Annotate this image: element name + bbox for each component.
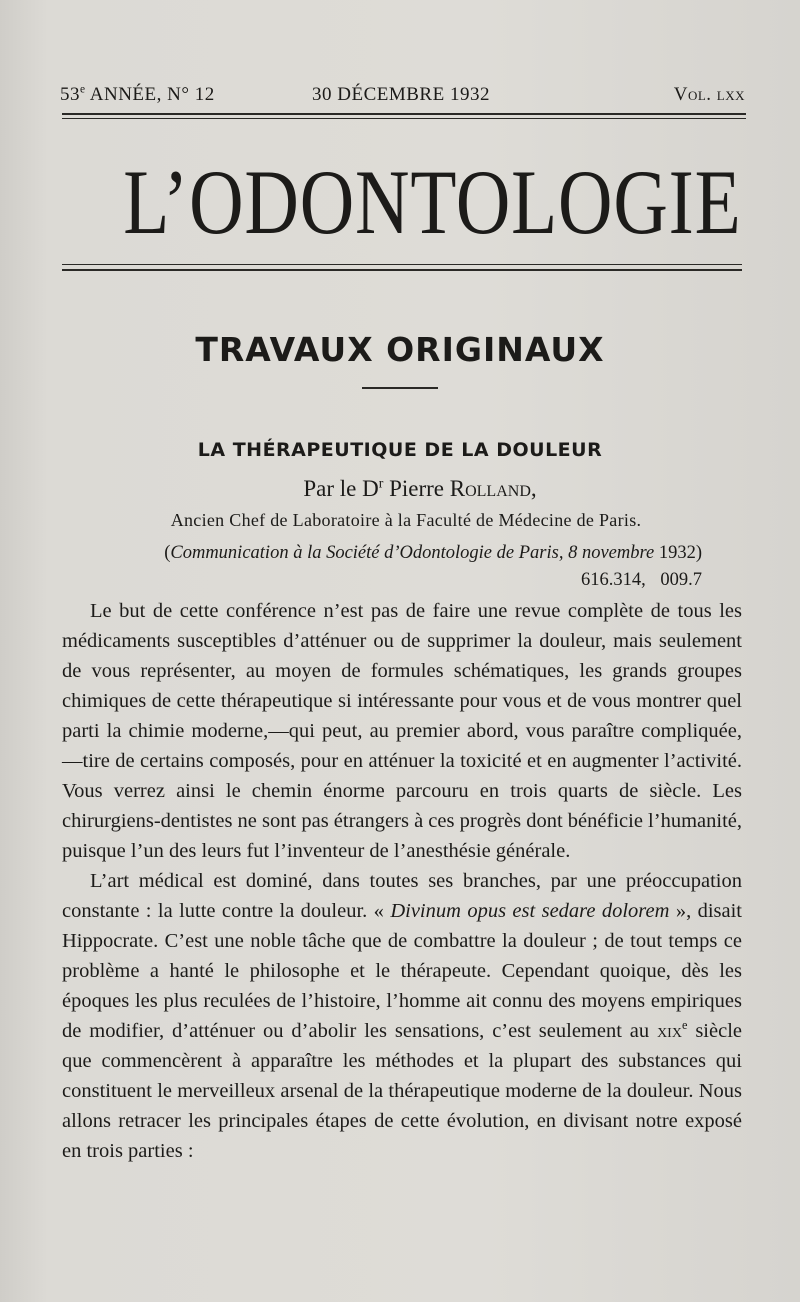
communication-note: (Communication à la Société d’Odontologie de Paris, 8 novembre 1932): [164, 543, 702, 563]
issue-date: 30 DÉCEMBRE 1932: [312, 84, 490, 105]
journal-title: L’ODONTOLOGIE: [123, 151, 742, 253]
article-body: [62, 596, 742, 1166]
author-affiliation: Ancien Chef de Laboratoire à la Faculté de Médecine de Paris.: [170, 510, 642, 530]
volume-number: Vol. lxx: [673, 84, 745, 105]
title-rule-bottom: [62, 269, 742, 271]
paragraph-1: Le but de cette conférence n’est pas de faire une revue complète de tous les médicaments susceptibles d’atténuer ou de supprimer la douleur, mais seulement de vous représenter, au moyen de formules schématiques, les grands groupes chimiques de cette thérapeutique si intéressante pour vous et de vous montrer quel parti la chimie moderne,—qui peut, au premier abord, vous paraître compliquée,—tire de certains composés, pour en atténuer la toxicité et en augmenter l’activité. Vous verrez ainsi le chemin énorme parcouru en trois quarts de siècle. Les chirurgiens-dentistes ne sont pas étrangers à ces progrès dont bénéficie l’humanité, puisque l’un des leurs fut l’inventeur de l’anesthésie générale.: [62, 600, 742, 862]
masthead-rule-top: [62, 113, 746, 115]
masthead: [60, 84, 745, 110]
article-title: LA THÉRAPEUTIQUE DE LA DOULEUR: [197, 439, 603, 461]
article-author: Par le $D^r$ Pierre Rolland,: [303, 475, 537, 501]
masthead-rule-bottom: [62, 118, 746, 119]
paragraph-2: L’art médical est dominé, dans toutes ses branches, par une préoccupation constante : la lutte contre la douleur. « Divinum opus est sedare dolorem », disait Hippocrate. C’est une noble tâche que de combattre la douleur ; de tout temps ce problème a hanté le philosophe et le thérapeute. Cependant quoique, dès les époques les plus reculées de l’histoire, l’homme ait connu des moyens empiriques de modifier, d’atténuer ou d’abolir les sensations, c’est seulement au xix$^e$ siècle que commencèrent à apparaître les méthodes et la plupart des substances qui constituent le merveilleux arsenal de la thérapeutique moderne de la douleur. Nous allons retracer les principales étapes de cette évolution, en divisant notre exposé en trois parties :: [62, 870, 742, 1162]
section-title: TRAVAUX ORIGINAUX: [195, 330, 605, 369]
title-rule-top: [62, 264, 742, 265]
section-divider: [362, 387, 438, 389]
classification-code: 616.314, 009.7: [581, 570, 702, 590]
issue-number: 53e ANNÉE, N° 12: [60, 83, 215, 105]
